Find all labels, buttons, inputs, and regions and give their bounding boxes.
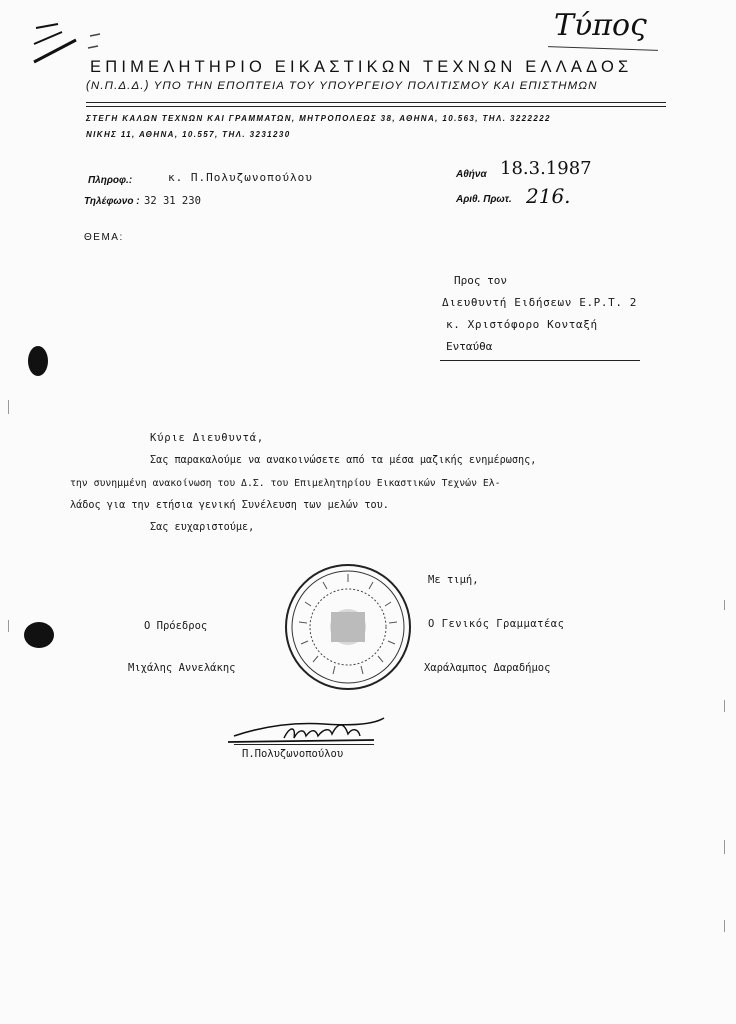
org-subtitle: (Ν.Π.Δ.Δ.) ΥΠΟ ΤΗΝ ΕΠΟΠΤΕΙΑ ΤΟΥ ΥΠΟΥΡΓΕΙΟΥ ΠΟΛΙΤΙΣΜΟΥ ΚΑΙ ΕΠΙΣΤΗΜΩΝ bbox=[86, 80, 598, 92]
secretary-title: Ο Γενικός Γραμματέας bbox=[428, 618, 565, 630]
corner-note-underline bbox=[548, 46, 658, 51]
info-value: κ. Π.Πολυζωνοπούλου bbox=[168, 171, 313, 184]
thanks-line: Σας ευχαριστούμε, bbox=[150, 522, 255, 533]
protocol-label: Αριθ. Πρωτ. bbox=[456, 194, 512, 205]
date-value: 18.3.1987 bbox=[500, 158, 592, 179]
president-title: Ο Πρόεδρος bbox=[144, 620, 208, 632]
edge-mark bbox=[8, 400, 9, 414]
regards-text: Με τιμή, bbox=[428, 574, 479, 586]
edge-mark bbox=[724, 600, 725, 610]
phone-label: Τηλέφωνο : bbox=[84, 196, 140, 207]
recipient-underline bbox=[440, 360, 640, 361]
handwritten-signature bbox=[224, 712, 394, 752]
punch-hole-mark bbox=[28, 346, 48, 376]
signature-line bbox=[234, 744, 374, 745]
recipient-line-3: κ. Χριστόφορο Κονταξή bbox=[446, 318, 598, 331]
edge-mark bbox=[724, 920, 725, 932]
recipient-line-1: Προς τον bbox=[454, 274, 507, 287]
letterhead-rule-bottom bbox=[86, 106, 666, 107]
recipient-line-4: Ενταύθα bbox=[446, 340, 493, 353]
body-line-1: Σας παρακαλούμε να ανακοινώσετε από τα μέσα μαζικής ενημέρωσης, bbox=[150, 455, 537, 466]
president-name: Μιχάλης Αννελάκης bbox=[128, 662, 236, 674]
signer-name: Π.Πολυζωνοπούλου bbox=[242, 748, 344, 760]
city-label: Αθήνα bbox=[456, 169, 487, 180]
body-line-2: την συνημμένη ανακοίνωση του Δ.Σ. του Επιμελητηρίου Εικαστικών Τεχνών Ελ- bbox=[70, 478, 501, 489]
info-label: Πληροφ.: bbox=[88, 175, 133, 186]
edge-mark bbox=[724, 840, 725, 854]
corner-handwritten-note: Τύπος bbox=[554, 8, 647, 43]
address-line-2: ΝΙΚΗΣ 11, ΑΘΗΝΑ, 10.557, ΤΗΛ. 3231230 bbox=[86, 130, 291, 139]
subject-label: ΘΕΜΑ: bbox=[84, 232, 124, 243]
body-line-3: λάδος για την ετήσια γενική Συνέλευση των μελών του. bbox=[70, 500, 389, 511]
secretary-name: Χαράλαμπος Δαραδήμος bbox=[424, 662, 551, 674]
recipient-line-2: Διευθυντή Ειδήσεων Ε.Ρ.Τ. 2 bbox=[442, 296, 638, 309]
official-seal-stamp bbox=[283, 562, 413, 692]
salutation: Κύριε Διευθυντά, bbox=[150, 432, 264, 444]
letterhead-rule-top bbox=[86, 102, 666, 103]
ink-blot-mark bbox=[24, 622, 54, 648]
org-name: ΕΠΙΜΕΛΗΤΗΡΙΟ ΕΙΚΑΣΤΙΚΩΝ ΤΕΧΝΩΝ ΕΛΛΑΔΟΣ bbox=[90, 58, 633, 76]
edge-mark bbox=[724, 700, 725, 712]
phone-value: 32 31 230 bbox=[144, 195, 201, 207]
address-line-1: ΣΤΕΓΗ ΚΑΛΩΝ ΤΕΧΝΩΝ ΚΑΙ ΓΡΑΜΜΑΤΩΝ, ΜΗΤΡΟΠΟΛΕΩΣ 38, ΑΘΗΝΑ, 10.563, ΤΗΛ. 3222222 bbox=[86, 114, 551, 123]
protocol-value: 216. bbox=[526, 184, 571, 208]
edge-mark bbox=[8, 620, 9, 632]
